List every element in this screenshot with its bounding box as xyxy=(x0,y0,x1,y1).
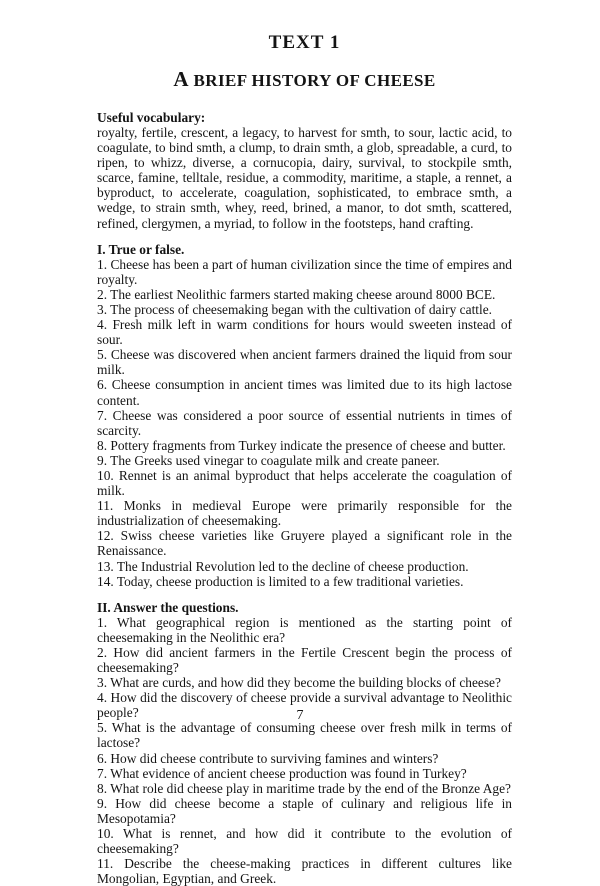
true-false-item: 6. Cheese consumption in ancient times was limited due to its high lactose content. xyxy=(97,377,512,408)
title-first-letter: A xyxy=(173,67,189,91)
questions-section xyxy=(97,600,512,886)
true-false-item: 14. Today, cheese production is limited to a few traditional varieties. xyxy=(97,573,464,589)
question-item: 1. What geographical region is mentioned as the starting point of cheesemaking in the Neolithic era? xyxy=(97,614,512,645)
true-false-item: 1. Cheese has been a part of human civilization since the time of empires and royalty. xyxy=(97,256,512,287)
true-false-item: 8. Pottery fragments from Turkey indicate the presence of cheese and butter. xyxy=(97,437,506,453)
question-item: 7. What evidence of ancient cheese production was found in Turkey? xyxy=(97,765,467,781)
true-false-item: 4. Fresh milk left in warm conditions for hours would sweeten instead of sour. xyxy=(97,317,512,348)
true-false-item: 11. Monks in medieval Europe were primarily responsible for the industrialization of cheesemaking. xyxy=(97,498,512,529)
questions-list xyxy=(97,615,512,886)
question-item: 4. How did the discovery of cheese provide a survival advantage to Neolithic people? xyxy=(97,690,512,721)
true-false-item: 5. Cheese was discovered when ancient farmers drained the liquid from sour milk. xyxy=(97,347,512,378)
question-item: 6. How did cheese contribute to surviving famines and winters? xyxy=(97,750,439,766)
vocabulary-heading: Useful vocabulary: xyxy=(97,110,206,125)
question-item: 8. What role did cheese play in maritime trade by the end of the Bronze Age? xyxy=(97,780,511,796)
true-false-list xyxy=(97,257,512,589)
true-false-item: 2. The earliest Neolithic farmers started making cheese around 8000 BCE. xyxy=(97,286,496,302)
question-item: 5. What is the advantage of consuming cheese over fresh milk in terms of lactose? xyxy=(97,720,512,751)
true-false-section xyxy=(97,242,512,589)
title-rest: BRIEF HISTORY OF CHEESE xyxy=(188,71,436,90)
true-false-item: 12. Swiss cheese varieties like Gruyere played a significant role in the Renaissance. xyxy=(97,528,512,559)
true-false-item: 10. Rennet is an animal byproduct that helps accelerate the coagulation of milk. xyxy=(97,467,512,499)
questions-heading: II. Answer the questions. xyxy=(97,599,239,615)
true-false-item: 7. Cheese was considered a poor source of essential nutrients in times of scarcity. xyxy=(97,407,512,438)
document-title xyxy=(97,68,512,92)
question-item: 10. What is rennet, and how did it contribute to the evolution of cheesemaking? xyxy=(97,826,512,857)
question-item: 11. Describe the cheese-making practices in different cultures like Mongolian, Egyptian, and Greek. xyxy=(97,856,512,886)
question-item: 2. How did ancient farmers in the Fertile Crescent begin the process of cheesemaking? xyxy=(97,644,512,675)
question-item: 3. What are curds, and how did they become the building blocks of cheese? xyxy=(97,675,501,691)
true-false-heading: I. True or false. xyxy=(97,241,185,257)
true-false-item: 13. The Industrial Revolution led to the decline of cheese production. xyxy=(97,558,469,574)
page-number: 7 xyxy=(296,708,304,723)
true-false-item: 3. The process of cheesemaking began with the cultivation of dairy cattle. xyxy=(97,301,493,317)
vocabulary-text: royalty, fertile, crescent, a legacy, to harvest for smth, to sour, lactic acid, to coagulate, to bind smth, a clump, to drain smth, a glob, spreadable, a curd, to ripen, to whizz, diverse, a cornucopia, dairy, survival, to stockpile smth, scarce, famine, telltale, residue, a commodity, maritime, a staple, a rennet, a byproduct, to accelerate, coagulation, sophisticated, to embrace smth, a wedge, to strain smth, whey, reed, brined, a manor, to dot smth, scattered, refined, clergymen, a myriad, to follow in the footsteps, hand crafting. xyxy=(97,125,512,231)
true-false-item: 9. The Greeks used vinegar to coagulate milk and create paneer. xyxy=(97,452,440,468)
text-number: TEXT 1 xyxy=(268,32,341,53)
vocabulary-block xyxy=(97,110,512,231)
question-item: 9. How did cheese become a staple of culinary and religious life in Mesopotamia? xyxy=(97,795,512,826)
